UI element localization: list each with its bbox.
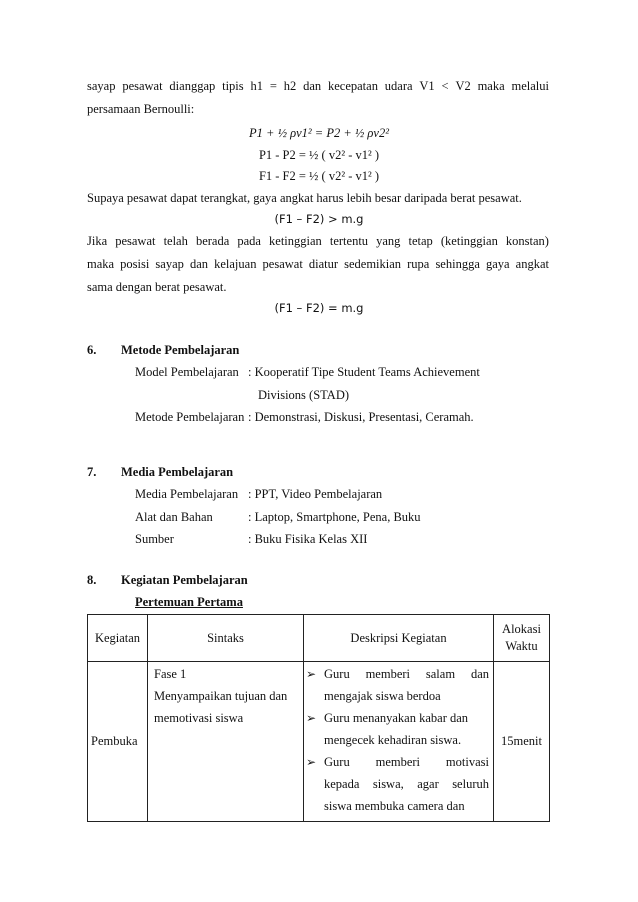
sintaks-line: Menyampaikan tujuan dan — [154, 689, 288, 703]
metode-pembelajaran-value: : Demonstrasi, Diskusi, Presentasi, Ceramah. — [248, 410, 474, 424]
sintaks-line: Fase 1 — [154, 667, 187, 681]
word: berada — [195, 234, 230, 248]
bullet-line — [324, 773, 489, 795]
model-pembelajaran-label: Model Pembelajaran — [135, 365, 239, 379]
word: telah — [163, 234, 188, 248]
word: kecepatan — [327, 79, 378, 93]
header-kegiatan: Kegiatan — [88, 615, 148, 662]
word: sayap — [87, 79, 116, 93]
word: Jika — [87, 234, 108, 248]
word: salam — [425, 667, 456, 681]
sumber-value: : Buku Fisika Kelas XII — [248, 532, 368, 546]
word: Guru — [324, 667, 350, 681]
word: memberi — [365, 667, 411, 681]
cell-kegiatan: Pembuka — [88, 662, 148, 822]
word: h1 — [250, 79, 263, 93]
bullet-line: mengajak siswa berdoa — [324, 689, 441, 703]
alat-bahan-value: : Laptop, Smartphone, Pena, Buku — [248, 510, 421, 524]
arrow-bullet-icon: ➢ — [306, 667, 317, 681]
word: pesawat — [262, 257, 303, 271]
kegiatan-table — [87, 614, 550, 822]
word: tipis — [222, 79, 244, 93]
word: h2 — [283, 79, 297, 93]
deskripsi-bullet — [306, 663, 489, 707]
word: gaya — [485, 257, 510, 271]
section-6-number: 6. — [87, 343, 97, 357]
word: maka — [87, 257, 115, 271]
header-alokasi-line-1: Alokasi — [502, 622, 541, 636]
word: kelajuan — [214, 257, 257, 271]
word: memberi — [375, 755, 421, 769]
section-6-title: Metode Pembelajaran — [121, 343, 240, 357]
bernoulli-equation-1: P1 + ½ ρv1² = P2 + ½ ρv2² — [249, 126, 389, 140]
section-7-title: Media Pembelajaran — [121, 465, 234, 479]
word: motivasi — [445, 755, 489, 769]
bernoulli-equation-2: P1 - P2 = ½ ( v2² - v1² ) — [258, 148, 380, 162]
sumber-label: Sumber — [135, 532, 174, 546]
word: posisi — [120, 257, 150, 271]
bullet-line: Guru menanyakan kabar dan — [324, 711, 469, 725]
header-sintaks: Sintaks — [148, 615, 304, 662]
word: V1 — [419, 79, 435, 93]
header-deskripsi: Deskripsi Kegiatan — [304, 615, 494, 662]
word: V2 — [455, 79, 471, 93]
deskripsi-bullet — [306, 751, 489, 817]
deskripsi-bullet-list — [304, 662, 493, 817]
sintaks-line: memotivasi siswa — [154, 711, 244, 725]
word: dan — [470, 667, 489, 681]
cell-sintaks — [148, 662, 304, 822]
bullet-line — [324, 751, 489, 773]
table-header-row — [88, 615, 550, 662]
word: sayap — [155, 257, 184, 271]
word: ketinggian — [269, 234, 322, 248]
constant-height-line-3: sama dengan berat pesawat. — [87, 280, 227, 294]
word: melalui — [511, 79, 549, 93]
word: angkat — [515, 257, 549, 271]
constant-height-formula: (F1 – F2) = m.g — [274, 301, 364, 315]
word: (ketinggian — [440, 234, 498, 248]
word: dan — [303, 79, 322, 93]
section-8-title: Kegiatan Pembelajaran — [121, 573, 248, 587]
deskripsi-bullet — [306, 707, 489, 751]
constant-height-line-1 — [87, 233, 549, 249]
bullet-line: mengecek kehadiran siswa. — [324, 733, 462, 747]
word: rupa — [407, 257, 430, 271]
section-7-number: 7. — [87, 465, 97, 479]
pertemuan-pertama-subtitle: Pertemuan Pertama — [135, 595, 243, 609]
lift-condition-sentence: Supaya pesawat dapat terangkat, gaya angkat harus lebih besar daripada berat pesawat. — [87, 191, 522, 205]
model-pembelajaran-value: : Kooperatif Tipe Student Teams Achievement — [248, 365, 480, 379]
arrow-bullet-icon: ➢ — [306, 755, 317, 769]
word: seluruh — [452, 777, 489, 791]
word: sedemikian — [344, 257, 402, 271]
cell-deskripsi — [304, 662, 494, 822]
word: konstan) — [505, 234, 549, 248]
word: diatur — [308, 257, 339, 271]
word: sehingga — [435, 257, 480, 271]
word: dan — [189, 257, 209, 271]
lift-condition-formula: (F1 – F2) > m.g — [274, 212, 364, 226]
word: tertentu — [329, 234, 369, 248]
word: agar — [417, 777, 439, 791]
cell-alokasi: 15menit — [494, 662, 550, 822]
word: dianggap — [169, 79, 216, 93]
metode-pembelajaran-label: Metode Pembelajaran — [135, 410, 245, 424]
arrow-bullet-icon: ➢ — [306, 711, 317, 725]
alat-bahan-label: Alat dan Bahan — [135, 510, 213, 524]
word: udara — [384, 79, 413, 93]
constant-height-line-2 — [87, 256, 549, 272]
word: yang — [376, 234, 401, 248]
intro-line-2: persamaan Bernoulli: — [87, 102, 195, 116]
word: pesawat — [122, 79, 163, 93]
intro-line-1 — [87, 78, 549, 94]
word: pada — [237, 234, 261, 248]
bullet-line — [324, 663, 489, 685]
bernoulli-equation-3: F1 - F2 = ½ ( v2² - v1² ) — [258, 169, 380, 183]
header-alokasi-line-2: Waktu — [505, 639, 538, 653]
word: < — [441, 79, 449, 93]
word: maka — [477, 79, 505, 93]
header-alokasi-waktu — [494, 615, 550, 662]
table-row — [88, 662, 550, 822]
media-pembelajaran-label: Media Pembelajaran — [135, 487, 239, 501]
word: tetap — [408, 234, 433, 248]
bullet-line: siswa membuka camera dan — [324, 799, 465, 813]
word: pesawat — [115, 234, 156, 248]
model-pembelajaran-value-cont: Divisions (STAD) — [258, 388, 350, 402]
section-8-number: 8. — [87, 573, 97, 587]
word: Guru — [324, 755, 350, 769]
word: kepada — [324, 777, 360, 791]
word: = — [269, 79, 277, 93]
media-pembelajaran-value: : PPT, Video Pembelajaran — [248, 487, 383, 501]
word: siswa, — [372, 777, 404, 791]
